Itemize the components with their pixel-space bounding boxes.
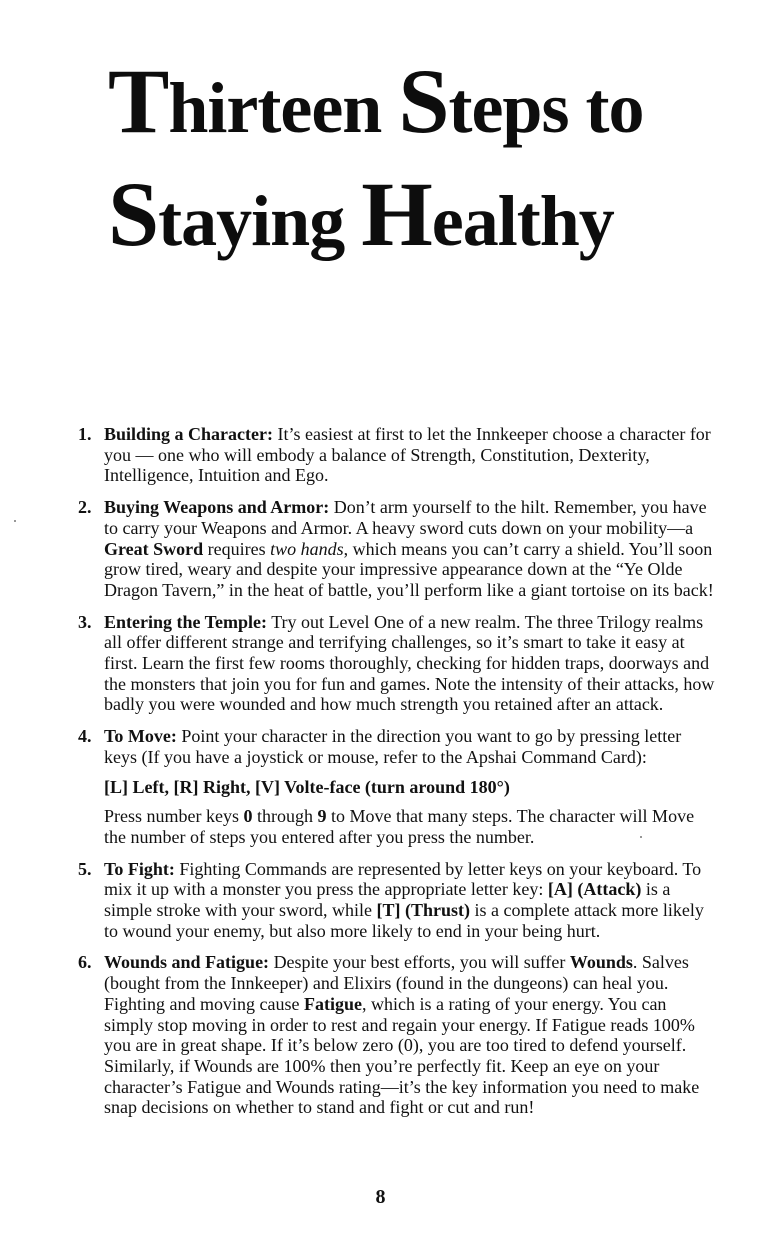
- page-number: 8: [375, 1186, 386, 1208]
- steps-list: [78, 424, 718, 1129]
- step-text: It’s easiest at first to let the Innkeeper choose a character for you — one who will embody a balance of Strength, Constitution, Dexterity, Intelligence, Intuition and Ego.: [104, 424, 711, 486]
- step-wounds-fatigue: [78, 952, 718, 1118]
- step-number: 4.: [78, 726, 92, 747]
- page-title: [108, 48, 728, 274]
- step-heading: To Fight:: [104, 858, 175, 879]
- step-heading: Buying Weapons and Armor:: [104, 497, 330, 518]
- step-text: Despite your best efforts, you will suffer: [269, 952, 570, 973]
- step-text: Don’t arm yourself to the hilt. Remember, you have to carry your Weapons and Armor. A heavy sword cuts down on your mobility—a: [104, 497, 707, 538]
- step-number: 3.: [78, 611, 92, 632]
- step-heading: Building a Character:: [104, 424, 273, 444]
- movement-keys-line: [L] Left, [R] Right, [V] Volte-face (turn around 180°): [104, 776, 510, 797]
- key-thrust: [T] (Thrust): [376, 900, 470, 921]
- term-wounds: Wounds: [569, 952, 633, 973]
- step-text: requires: [203, 538, 271, 559]
- step-number: 6.: [78, 952, 92, 973]
- key-attack: [A] (Attack): [547, 879, 642, 900]
- step-building-character: [78, 424, 718, 486]
- step-number: 5.: [78, 858, 92, 879]
- title-line-1: Thirteen Steps to: [108, 50, 644, 152]
- step-text: Try out Level One of a new realm. The three Trilogy realms all offer different strange and terrifying challenges, so it’s smart to take it easy at first. Learn the first few rooms thoroughly, checking for hidden traps, doorways and the monsters that join you for fun and games. Note the intensity of their attacks, how badly you were wounded and how much strength you retained after an attack.: [104, 611, 715, 715]
- term-great-sword: Great Sword: [104, 538, 204, 559]
- step-number: 1.: [78, 424, 92, 444]
- step-number: 2.: [78, 497, 92, 518]
- print-speck: [640, 836, 642, 838]
- print-speck: [14, 520, 16, 522]
- step-heading: Entering the Temple:: [104, 611, 268, 632]
- step-to-fight: [78, 859, 718, 942]
- step-text: Fighting Commands are represented by letter keys on your keyboard. To mix it up with a monster you press the appropriate letter key:: [104, 858, 702, 900]
- step-to-move: [78, 726, 718, 848]
- step-text: Point your character in the direction you want to go by pressing letter keys (If you have a joystick or mouse, refer to the Apshai Command Card):: [104, 726, 682, 767]
- step-heading: Wounds and Fatigue:: [104, 952, 270, 973]
- step-text: , which is a rating of your energy. You can simply stop moving in order to rest and regain your energy. If Fatigue reads 100% you are in great shape. If it’s below zero (0), you are too tired to defend yourself. Similarly, if Wounds are 100% then you’re perfectly fit. Keep an eye on your character’s Fatigue and Wounds rating—it’s the key information you need to make snap decisions on whether to stand and fight or cut and run!: [104, 993, 700, 1118]
- step-buying-weapons: [78, 497, 718, 601]
- step-entering-temple: [78, 612, 718, 716]
- step-text: . Salves (bought from the Innkeeper) and Elixirs (found in the dungeons) can heal you. Fighting and moving cause: [104, 952, 689, 1014]
- step-heading: To Move:: [104, 726, 177, 747]
- step-text: , which means you can’t carry a shield. You’ll soon grow tired, weary and despite your impressive appearance down at the “Ye Olde Dragon Tavern,” in the heat of battle, you’ll perform like a giant tortoise on its back!: [104, 538, 714, 600]
- step-subparagraph: Press number keys 0 through 9 to Move that many steps. The character will Move the number of steps you entered after you press the number.: [104, 806, 695, 847]
- term-two-hands: two hands: [270, 538, 344, 559]
- step-text: is a simple stroke with your sword, while: [104, 879, 671, 921]
- term-fatigue: Fatigue: [303, 993, 362, 1014]
- step-text: is a complete attack more likely to wound your enemy, but also more likely to end in your being hurt.: [104, 900, 704, 941]
- title-line-2: Staying Healthy: [108, 163, 614, 265]
